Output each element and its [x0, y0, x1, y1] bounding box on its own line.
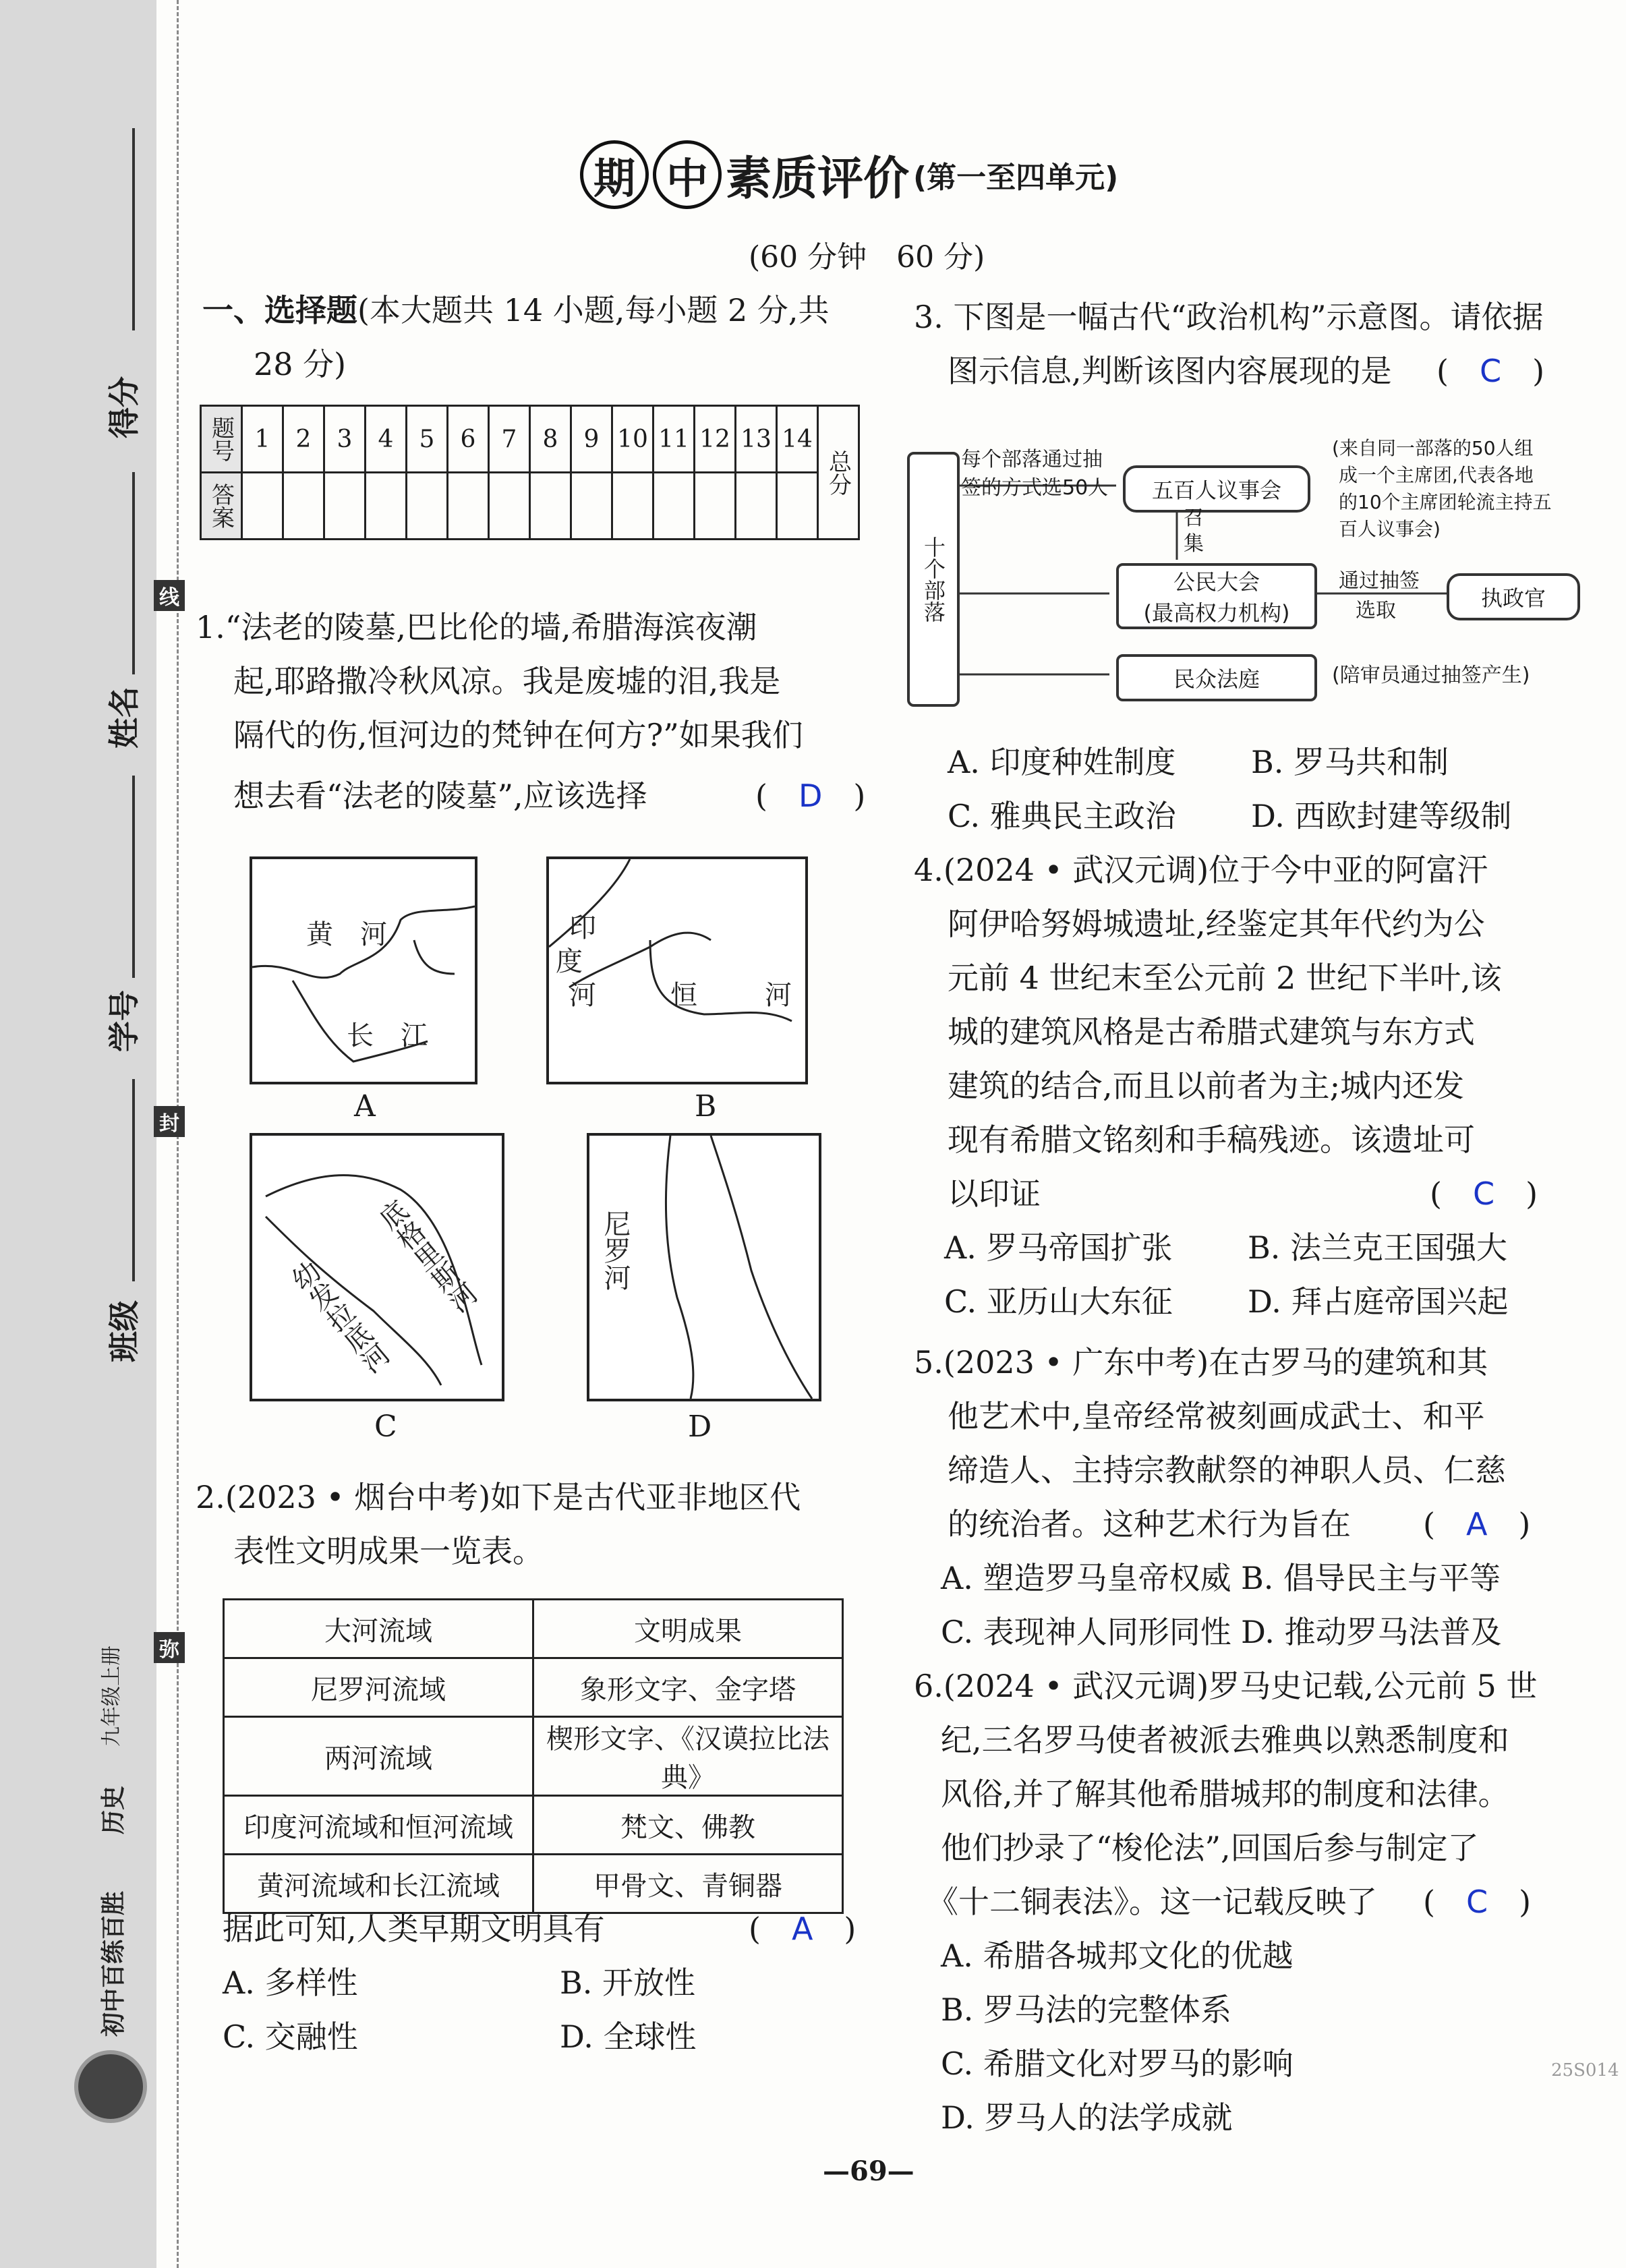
title-char-1: 期	[580, 140, 649, 209]
q3-answer-slot: ( C )	[1436, 353, 1545, 389]
q3-option-c: C. 雅典民主政治	[948, 798, 1176, 834]
q5-line-1: 5.(2023 • 广东中考)在古罗马的建筑和其	[914, 1344, 1488, 1380]
score-line	[132, 128, 135, 330]
q6-option-b: B. 罗马法的完整体系	[941, 1991, 1232, 2028]
map-d	[587, 1133, 821, 1401]
q5-answer: A	[1465, 1506, 1488, 1542]
seal-seal-mark: 封	[154, 1106, 185, 1137]
q4-option-c: C. 亚历山大东征	[944, 1283, 1173, 1320]
q2-line-1: 2.(2023 • 烟台中考)如下是古代亚非地区代	[196, 1479, 801, 1515]
grade-name: 九年级上册	[100, 1646, 123, 1747]
q2-stem: 据此可知,人类早期文明具有	[223, 1911, 605, 1947]
grid-number: 3	[324, 406, 366, 473]
map-b-label-5: 河	[765, 980, 792, 1011]
map-b-label-4: 恒	[670, 980, 697, 1011]
q4-answer-slot: ( C )	[1430, 1175, 1538, 1212]
q3-answer: C	[1479, 353, 1502, 389]
council-label: 五百人议事会	[1151, 477, 1281, 503]
title-main: 素质评价	[726, 152, 910, 206]
q4-option-b: B. 法兰克王国强大	[1248, 1229, 1508, 1266]
grid-number: 5	[407, 406, 448, 473]
grid-number: 14	[777, 406, 818, 473]
grid-number: 2	[283, 406, 324, 473]
officer-box	[1447, 573, 1580, 620]
right-note-1: (来自同一部落的50人组	[1332, 437, 1534, 459]
map-b-rivers-icon	[549, 859, 805, 1082]
q2-option-c: C. 交融性	[223, 2018, 358, 2055]
table-cell: 象形文字、金字塔	[533, 1658, 843, 1717]
q4-line-4: 城的建筑风格是古希腊式建筑与东方式	[948, 1014, 1475, 1050]
section-desc-2: 28 分)	[254, 346, 347, 382]
table-cell: 楔形文字、《汉谟拉比法典》	[533, 1717, 843, 1796]
q2-option-a: A. 多样性	[223, 1965, 358, 2001]
q4-answer: C	[1472, 1175, 1495, 1212]
q2-answer: A	[791, 1911, 813, 1947]
q1-answer-slot: ( D )	[755, 778, 866, 814]
grid-number: 13	[736, 406, 777, 473]
assembly-note: (最高权力机构)	[1143, 600, 1290, 626]
page-title	[580, 140, 1118, 209]
map-a-label-2: 长 江	[347, 1020, 428, 1051]
q3-option-d: D. 西欧封建等级制	[1251, 798, 1512, 834]
answer-cell[interactable]	[489, 473, 530, 540]
q1-line-1: 1.“法老的陵墓,巴比伦的墙,希腊海滨夜潮	[196, 609, 757, 645]
page-number: —69—	[823, 2155, 914, 2187]
answer-cell[interactable]	[366, 473, 407, 540]
jury-note: (陪审员通过抽签产生)	[1332, 664, 1530, 687]
grid-number: 10	[612, 406, 654, 473]
q5-option-b: B. 倡导民主与平等	[1241, 1560, 1501, 1596]
q5-line-4: 的统治者。这种艺术行为旨在	[948, 1506, 1351, 1542]
court-box	[1116, 654, 1317, 701]
grid-row1-label: 题号	[201, 406, 242, 473]
right-note-4: 百人议事会)	[1339, 518, 1441, 540]
table-cell: 梵文、佛教	[533, 1796, 843, 1855]
tribes-box	[907, 452, 960, 707]
table-cell: 甲骨文、青铜器	[533, 1855, 843, 1913]
q4-line-1: 4.(2024 • 武汉元调)位于今中亚的阿富汗	[914, 852, 1488, 888]
q3-line-1: 3. 下图是一幅古代“政治机构”示意图。请依据	[914, 299, 1544, 335]
q4-line-3: 元前 4 世纪末至公元前 2 世纪下半叶,该	[948, 960, 1502, 996]
grid-number: 8	[530, 406, 571, 473]
number-label: 学号	[106, 990, 142, 1052]
name-line	[132, 472, 135, 674]
class-line	[132, 1079, 135, 1281]
answer-cell[interactable]	[612, 473, 654, 540]
diagram-note-1: 每个部落通过抽	[961, 448, 1103, 471]
map-a	[250, 856, 477, 1084]
lot-label-1: 通过抽签	[1339, 569, 1420, 593]
number-line	[132, 776, 135, 978]
map-a-label-1: 黄 河	[306, 919, 387, 950]
grid-number: 1	[242, 406, 283, 473]
answer-cell[interactable]	[654, 473, 695, 540]
table-header: 文明成果	[533, 1600, 843, 1658]
table-row	[224, 1717, 843, 1796]
assembly-label: 公民大会	[1173, 569, 1260, 595]
q5-answer-slot: ( A )	[1423, 1506, 1531, 1542]
brand-name: 初中百练百胜	[100, 1890, 127, 2037]
answer-cell[interactable]	[448, 473, 489, 540]
q4-line-6: 现有希腊文铭刻和手稿残迹。该遗址可	[948, 1122, 1475, 1158]
q6-option-d: D. 罗马人的法学成就	[941, 2099, 1233, 2136]
diagram-note-2: 签的方式选50人	[961, 476, 1109, 500]
q5-option-c: C. 表现神人同形同性	[941, 1614, 1231, 1650]
q2-option-d: D. 全球性	[560, 2018, 697, 2055]
court-label: 民众法庭	[1173, 666, 1260, 692]
section-desc: (本大题共 14 小题,每小题 2 分,共	[357, 292, 830, 328]
q1-answer: D	[798, 778, 823, 814]
grid-row2-label: 答案	[201, 473, 242, 540]
title-char-2: 中	[653, 140, 722, 209]
grid-number: 6	[448, 406, 489, 473]
grid-total: 总分	[818, 406, 859, 540]
answer-grid	[200, 405, 860, 540]
answer-cell[interactable]	[407, 473, 448, 540]
answer-cell[interactable]	[530, 473, 571, 540]
table-cell: 印度河流域和恒河流域	[224, 1796, 533, 1855]
q4-line-2: 阿伊哈努姆城遗址,经鉴定其年代约为公	[948, 906, 1485, 942]
q4-line-7: 以印证	[948, 1175, 1041, 1212]
grid-number: 9	[571, 406, 612, 473]
assembly-box	[1116, 563, 1317, 629]
map-c-caption: C	[374, 1409, 397, 1444]
grid-number: 11	[654, 406, 695, 473]
civilization-table	[223, 1598, 844, 1914]
q2-answer-slot: ( A )	[749, 1911, 856, 1947]
right-note-3: 的10个主席团轮流主持五	[1339, 491, 1552, 513]
score-label: 得分	[106, 376, 142, 438]
q3-option-a: A. 印度种姓制度	[948, 744, 1176, 780]
table-header: 大河流域	[224, 1600, 533, 1658]
q4-line-5: 建筑的结合,而且以前者为主;城内还发	[948, 1068, 1465, 1104]
grid-number: 12	[695, 406, 736, 473]
table-row	[224, 1658, 843, 1717]
map-a-caption: A	[354, 1089, 376, 1124]
title-scope: (第一至四单元)	[913, 161, 1119, 195]
answer-cell[interactable]	[695, 473, 736, 540]
map-b	[546, 856, 808, 1084]
q5-line-3: 缔造人、主持宗教献祭的神职人员、仁慈	[948, 1452, 1506, 1488]
q3-option-b: B. 罗马共和制	[1251, 744, 1449, 780]
answer-cell[interactable]	[242, 473, 283, 540]
lot-label-2: 选取	[1356, 599, 1396, 622]
name-label: 姓名	[106, 687, 142, 749]
map-d-label: 尼罗河	[600, 1210, 631, 1291]
map-b-label-1: 印	[569, 912, 596, 943]
exam-time: (60 分钟 60 分)	[749, 240, 985, 274]
right-note-2: 成一个主席团,代表各地	[1339, 464, 1534, 486]
q6-line-2: 纪,三名罗马使者被派去雅典以熟悉制度和	[941, 1722, 1509, 1758]
q6-answer-slot: ( C )	[1423, 1884, 1532, 1920]
map-c-label-2: 幼发拉底河	[283, 1256, 395, 1380]
brand-logo-icon	[74, 2050, 147, 2123]
print-code: 25S014	[1551, 2060, 1619, 2081]
section-title: 一、选择题	[202, 292, 357, 328]
table-cell: 黄河流域和长江流域	[224, 1855, 533, 1913]
seal-line-mark: 线	[154, 580, 185, 611]
answer-cell[interactable]	[571, 473, 612, 540]
q2-line-2: 表性文明成果一览表。	[233, 1533, 544, 1569]
grid-number: 4	[366, 406, 407, 473]
class-label: 班级	[106, 1300, 142, 1362]
map-c	[250, 1133, 504, 1401]
q1-line-2: 起,耶路撒冷秋风凉。我是废墟的泪,我是	[233, 663, 781, 699]
answer-cell[interactable]	[777, 473, 818, 540]
map-b-caption: B	[695, 1089, 717, 1124]
council-box	[1123, 465, 1310, 513]
map-b-label-3: 河	[569, 980, 596, 1011]
table-cell: 两河流域	[224, 1717, 533, 1796]
map-c-label-1: 底格里斯河	[371, 1195, 482, 1319]
q4-option-a: A. 罗马帝国扩张	[944, 1229, 1173, 1266]
q6-line-5: 《十二铜表法》。这一记载反映了	[927, 1884, 1377, 1920]
q6-line-1: 6.(2024 • 武汉元调)罗马史记载,公元前 5 世	[914, 1668, 1538, 1704]
q6-option-a: A. 希腊各城邦文化的优越	[941, 1938, 1294, 1974]
q4-option-d: D. 拜占庭帝国兴起	[1248, 1283, 1509, 1320]
officer-label: 执政官	[1480, 585, 1546, 611]
q5-line-2: 他艺术中,皇帝经常被刻画成武士、和平	[948, 1398, 1485, 1434]
summon-label: 召集	[1184, 506, 1204, 556]
map-d-caption: D	[688, 1409, 712, 1444]
map-b-label-2: 度	[556, 946, 583, 977]
q6-line-3: 风俗,并了解其他希腊城邦的制度和法律。	[941, 1776, 1509, 1812]
q1-line-4: 想去看“法老的陵墓”,应该选择	[233, 778, 647, 814]
tribes-label: 十个部落	[921, 536, 946, 622]
political-diagram	[907, 438, 1588, 708]
q6-line-4: 他们抄录了“梭伦法”,回国后参与制定了	[941, 1830, 1479, 1866]
subject-name: 历史	[100, 1785, 127, 1834]
seal-mi-mark: 弥	[154, 1632, 185, 1663]
grid-number: 7	[489, 406, 530, 473]
q6-option-c: C. 希腊文化对罗马的影响	[941, 2045, 1294, 2082]
answer-cell[interactable]	[736, 473, 777, 540]
q3-line-2: 图示信息,判断该图内容展现的是	[948, 353, 1392, 389]
q5-option-d: D. 推动罗马法普及	[1241, 1614, 1502, 1650]
q1-line-3: 隔代的伤,恒河边的梵钟在何方?”如果我们	[233, 717, 803, 753]
table-row	[224, 1796, 843, 1855]
table-cell: 尼罗河流域	[224, 1658, 533, 1717]
q5-option-a: A. 塑造罗马皇帝权威	[941, 1560, 1231, 1596]
answer-cell[interactable]	[283, 473, 324, 540]
answer-cell[interactable]	[324, 473, 366, 540]
q2-option-b: B. 开放性	[560, 1965, 696, 2001]
q6-answer: C	[1465, 1884, 1488, 1920]
